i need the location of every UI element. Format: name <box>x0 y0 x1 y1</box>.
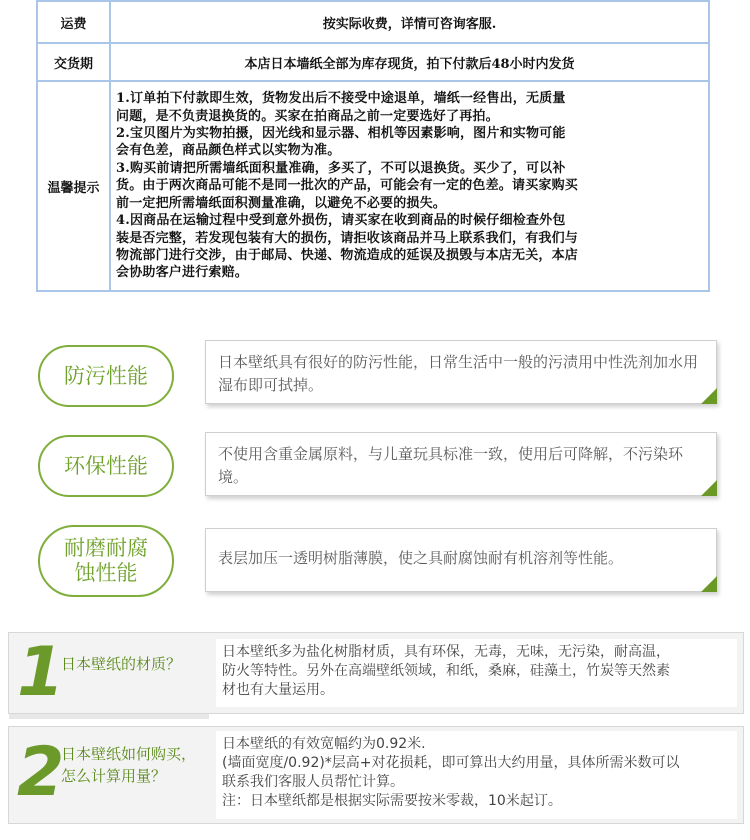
faq-answer-line: 联系我们客服人员帮忙计算。 <box>222 774 404 790</box>
row-label-delivery: 交货期 <box>37 43 110 81</box>
feature-title-eco: 环保性能 <box>38 435 174 497</box>
feature-title-line: 耐磨耐腐 <box>64 536 148 560</box>
table-row <box>37 81 709 291</box>
faq-answer-line: 材也有大量运用。 <box>222 682 334 698</box>
faq-answer-line: 日本壁纸的有效宽幅约为0.92米. <box>222 736 426 752</box>
row-label-shipping: 运费 <box>37 1 110 43</box>
feature-title-line: 蚀性能 <box>74 561 138 585</box>
faq-block-1 <box>8 632 744 714</box>
faq-answer-line: 日本壁纸多为盐化树脂材质，具有环保，无毒，无味，无污染，耐高温， <box>222 644 670 660</box>
faq-answer-line: 防火等特性。另外在高端壁纸领域，和纸，桑麻，硅藻土，竹炭等天然素 <box>222 663 670 679</box>
corner-decoration <box>701 388 717 404</box>
feature-desc-antifouling: 日本壁纸具有很好的防污性能，日常生活中一般的污渍用中性洗剂加水用湿布即可拭掉。 <box>205 340 717 404</box>
corner-decoration <box>701 576 717 592</box>
info-table <box>36 0 710 292</box>
table-row <box>37 1 709 43</box>
note-line: 问题，是不负责退换货的。买家在拍商品之前一定要选好了再拍。 <box>116 108 499 124</box>
note-line: 会协助客户进行索赔。 <box>116 265 249 281</box>
faq-answer-line: 注：日本壁纸都是根据实际需要按米零裁，10米起订。 <box>222 793 562 809</box>
row-value-delivery: 本店日本墙纸全部为库存现货，拍下付款后48小时内发货 <box>110 43 709 81</box>
faq-number: 2 <box>17 733 65 812</box>
note-line: 1.订单拍下付款即生效，货物发出后不接受中途退单，墙纸一经售出，无质量 <box>116 91 566 107</box>
row-label-notes: 温馨提示 <box>37 81 110 291</box>
feature-desc-eco: 不使用含重金属原料，与儿童玩具标准一致，使用后可降解，不污染环境。 <box>205 432 717 496</box>
note-line: 物流部门进行交涉，由于邮局、快递、物流造成的延误及损毁与本店无关，本店 <box>116 247 579 263</box>
faq-answer <box>216 731 737 819</box>
corner-decoration <box>701 480 717 496</box>
note-line: 装是否完整，若发现包装有大的损伤，请拒收该商品并马上联系我们，有我们与 <box>116 230 579 246</box>
feature-title-antifouling: 防污性能 <box>38 345 174 407</box>
note-line: 2.宝贝图片为实物拍摄，因光线和显示器、相机等因素影响，图片和实物可能 <box>116 126 566 142</box>
faq-answer-line: (墙面宽度/0.92)*层高+对花损耗，即可算出大约用量，具体所需米数可以 <box>222 755 680 771</box>
faq-answer <box>216 639 737 707</box>
faq-question: 日本壁纸的材质？ <box>61 655 182 673</box>
feature-desc-wear: 表层加压一透明树脂薄膜，使之具耐腐蚀耐有机溶剂等性能。 <box>205 528 717 592</box>
note-line: 前一定把所需墙纸面积测量准确，以避免不必要的损失。 <box>116 195 447 211</box>
feature-title-wear <box>38 525 174 597</box>
faq-block-2 <box>8 726 744 824</box>
note-line: 会有色差，商品颜色样式以实物为准。 <box>116 143 341 159</box>
faq-question: 日本壁纸如何购买，怎么计算用量？ <box>61 745 197 785</box>
feature-title-wear-lines <box>64 536 148 586</box>
table-row <box>37 43 709 81</box>
faq-divider <box>9 714 209 719</box>
row-value-shipping: 按实际收费，详情可咨询客服. <box>110 1 709 43</box>
faq-number: 1 <box>17 633 65 712</box>
note-line: 3.购买前请把所需墙纸面积量准确，多买了，不可以退换货。买少了，可以补 <box>116 160 566 176</box>
note-line: 4.因商品在运输过程中受到意外损伤，请买家在收到商品的时候仔细检查外包 <box>116 213 566 229</box>
notes-cell <box>110 81 709 291</box>
note-line: 货。由于两次商品可能不是同一批次的产品，可能会有一定的色差。请买家购买 <box>116 178 579 194</box>
